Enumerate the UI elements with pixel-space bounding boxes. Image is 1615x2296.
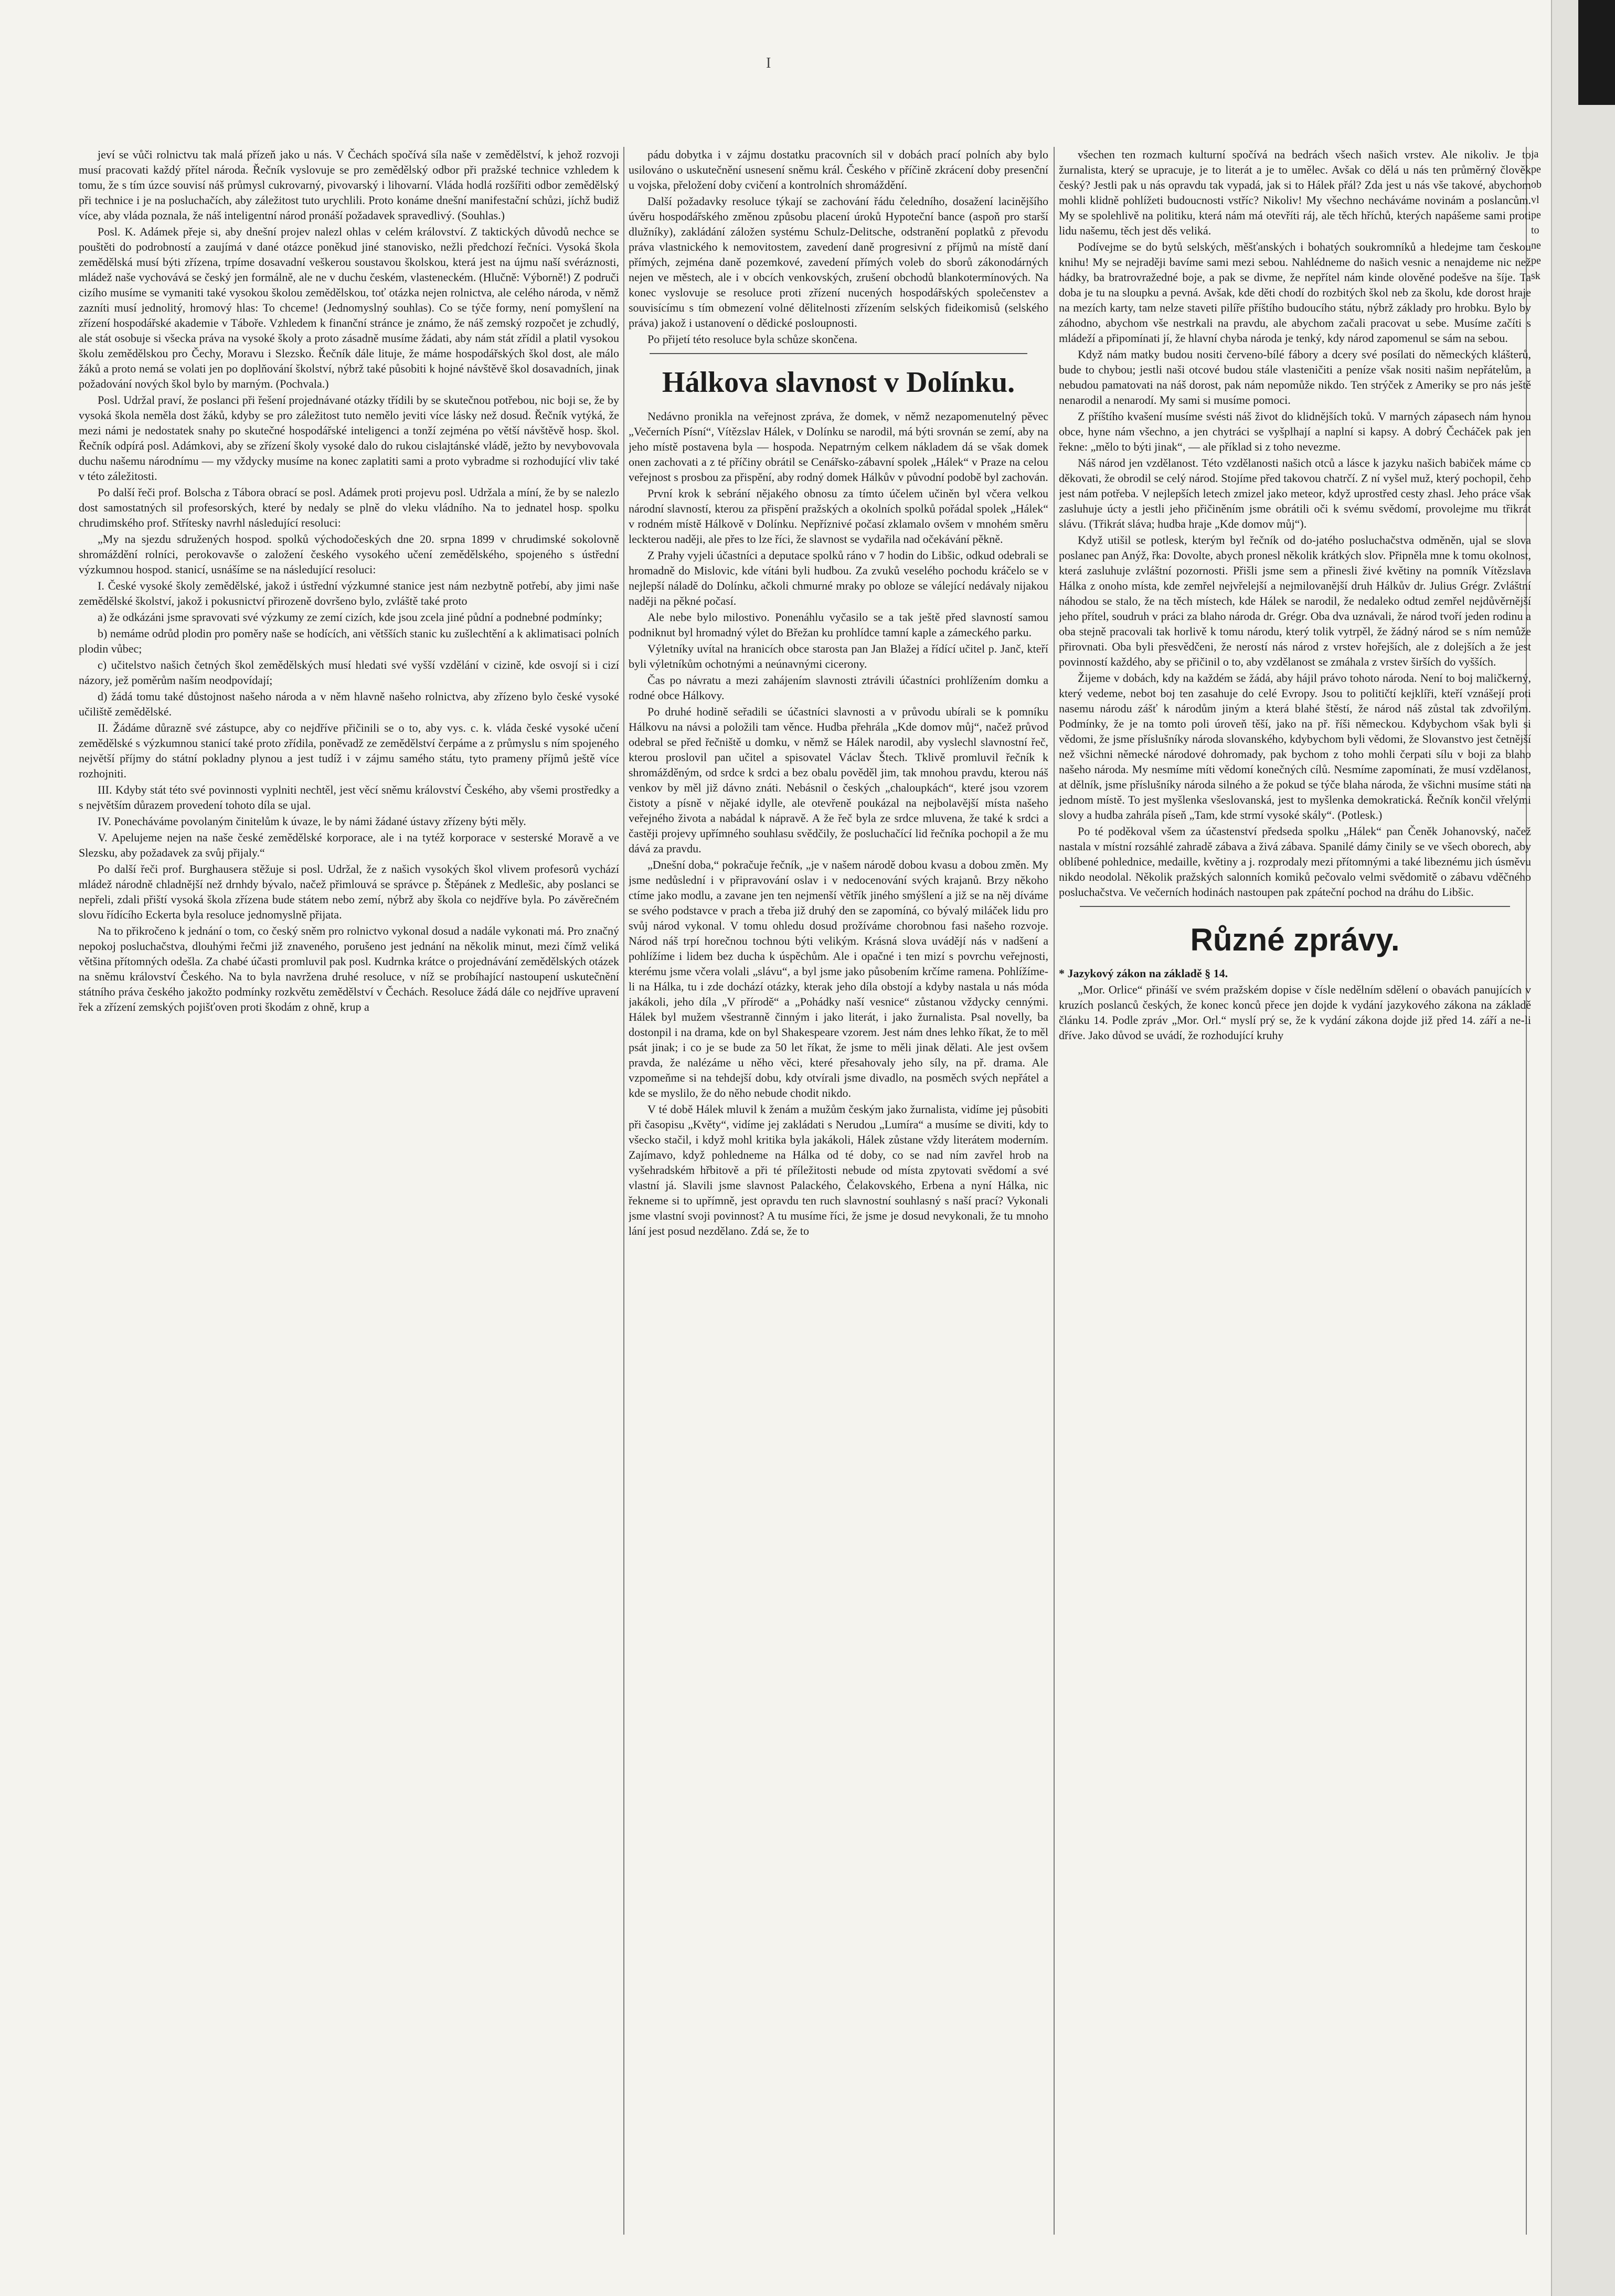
paragraph: I. České vysoké školy zemědělské, jakož i ústřední výzkumné stanice jest nám nezbytně potřebí, aby jimi naše zemědělské školství, jakož i pokusnictví přirozeně dovršeno bylo, zvláště také proto [79,579,619,607]
column-rule [1054,147,1055,2235]
paragraph: Z příštího kvašení musíme svésti náš život do klidnějších toků. V marných zápasech nám hynou obce, hyne nám všechno, a jen chytráci se vyšplhají a naplní si kapsy. A dobrý Čecháček pak jen řekne: „mělo to býti jinak“, — ale příklad si z toho nevezme. [1059,410,1531,453]
line-fragment: pe [1531,209,1541,221]
paragraph: „Dnešní doba,“ pokračuje řečník, „je v našem národě dobou kvasu a dobou změn. My jsme nedůslední i v připravování oslav i v nedocenování svých krajanů. Brzy někoho ctíme jako modlu, a zavane jen ten nejmenší větřík jiného smýšlení a již se na něj díváme se svého podstavce v prach a třeba již druhý den se zapomíná, co bývalý miláček lidu pro svůj národ vykonal. V tomu ohledu dosud prožíváme chorobnou fasi našeho rozvoje. Národ náš trpí horečnou tochnou býti velikým. Krásná slova uvádějí nás v nadšení a pohlížíme i lidem bez ducha k úspěchům. Ale i opačné i ten mizí s povrchu veřejnosti, kterému jsme včera volali „slávu“, a byl jsme jako působením krčíme ramena. Pohlížíme-li na Hálka, tu i zde dochází otázky, kterak jeho díla obstojí a kdyby nastala u nás móda jakákoli, jeho díla „V přírodě“ a „Pohádky naší vesnice“ zůstanou vždycky cennými. Hálek byl mužem všestranně činným i jako literát, i jako žurnalista. Psal novelly, ba dostonpil i na drama, kde on byl Shakespeare vzorem. Jest nám dnes lehko říkat, že to měl psát jinak; i co je se bude za 50 let říkat, že jsme to měli jinak dělati. Ale jest ovšem pravda, že nalézáme u něho věci, které přesahovaly jeho síly, na př. drama. Ale vzpomeňme si na tehdejší dobu, kdy otvírali jsme divadlo, na posměch svých nepřátel a kde se myslilo, že do něho nebude chodit nikdo. [629,858,1048,1099]
paragraph: Výletníky uvítal na hranicích obce starosta pan Jan Blažej a řídící učitel p. Janč, kteří byli výletníkům ochotnými a neúnavnými cicerony. [629,642,1048,670]
column-rule [623,147,624,2235]
line-fragment: vl [1531,194,1539,206]
paragraph: všechen ten rozmach kulturní spočívá na bedrách všech našich vrstev. Ale nikoliv. Je to žurnalista, který se upracuje, je to literát a je to umělec. Avšak co dělá u nás ten průměrný člověk český? Jestli pak u nás opravdu tak vypadá, jak si to Hálek přál? Zda jest u nás vše takové, abychom mohli klidně pohlížeti budoucnosti vstříc? Nikoliv! My všechno necháváme novinám a poslancům. My se spolehlivě na politiku, která nám má otevříti ráj, ale těch hříchů, kterých napášeme sami proti lidu našemu, těch jest děs veliká. [1059,148,1531,237]
line-fragment: ne [1531,240,1541,251]
scan-edge [1551,0,1615,2296]
paragraph: b) nemáme odrůd plodin pro poměry naše se hodících, ani většších stanic ku zušlechtění a k aklimatisaci polních plodin vůbec; [79,627,619,655]
line-fragment: ob [1531,179,1542,190]
paragraph: Posl. Udržal praví, že poslanci při řešení projednávané otázky třídili by se skutečnou potřebou, nic boji se, že by vysoká škola neměla dost žáků, kdyby se pro záležitost tuto nemělo jeviti více lásky než dosud. Řečník vytýká, že mezi námi je nedostatek snahy po skutečné hospodářské inteligenci a tonží zejména po větší návštěvě hosp. škol. Řečník odpírá posl. Adámkovi, aby se zřízení školy vysoké dalo do rukou cislajtánské vládě, ježto by nevybovovala duchu našemu národnímu — my vždycky musíme na konec zaplatiti sami a proto vybradme si rozhodující vliv také v této záležitosti. [79,393,619,483]
article-heading-halek: Hálkova slavnost v Dolínku. [662,366,1015,399]
column-3 [1059,147,1531,2240]
paragraph: Z Prahy vyjeli účastníci a deputace spolků ráno v 7 hodin do Libšic, odkud odebrali se hromadně do Mislovic, kde vítáni byli hudbou. Za zvuků veselého pochodu kráčelo se v nejlepší náladě do Dolínku, ačkoli chmurné mraky po obloze se válející nedávaly nijakou naději na pěkné počasí. [629,549,1048,607]
column-2 [629,147,1048,2240]
paragraph: pádu dobytka i v zájmu dostatku pracovních sil v dobách prací polních aby bylo usilováno o uskutečnění usnesení sněmu král. Českého v příčině zkrácení doby presenční u vojska, přeložení doby cvičení a kontrolních shromáždění. [629,148,1048,191]
paragraph: III. Kdyby stát této své povinnosti vyplniti nechtěl, jest věcí sněmu království Českého, aby všemi prostředky a s největším důrazem provedení tohoto díla se ujal. [79,783,619,811]
paragraph: Po přijetí této resoluce byla schůze skončena. [647,333,858,346]
paragraph: Když utišil se potlesk, kterým byl řečník od do-jatého posluchačstva odměněn, ujal se slova poslanec pan Anýž, řka: Dovolte, abych pronesl několik krátkých slov. Připněla mne k tomu okolnost, která zasluhuje zvláštní pozornosti. Přišli jsme sem a přinesli živé květiny na pomník Vítězslava Hálka z onoho místa, kde zemřel nejvřelejší a nejmilovanější druh Hálkův dr. Julius Grégr. Zvláštní náhodou se stalo, že na těch místech, kde Hálek se narodil, že nedaleko odtud zemřel nejdůvěrnější jeho přítel, soudruh v práci za blaho národa dr. Grégr. Oba dva uznávali, že národ tvoří jeden rodinu a oba stejně pracovali tak horlivě k tomu národu, který tolik vytrpěl, že žádný národ se s ním nemůže přirovnati. Oba byli přesvědčeni, že nerostí nás národ z vrstev hořejších, ale z dolejších a že jest povinností každého, aby se přičinil o to, aby vzdělanost se zmáhala z vrstev širších do vyšších. [1059,533,1531,668]
paragraph: a) že odkázáni jsme spravovati své výzkumy ze zemí cizích, kde jsou zcela jiné půdní a podnebné podmínky; [98,611,602,624]
paragraph: V. Apelujeme nejen na naše české zemědělské korporace, ale i na tytéž korporace v sesterské Moravě a ve Slezsku, aby požadavek za svůj přijaly.“ [79,831,619,859]
paragraph: c) učitelstvo našich četných škol zemědělských musí hledati své vyšší vzdělání v cizině, kde osvojí si i cizí názory, jež poměrům naším neodpovídají; [79,658,619,687]
paragraph: První krok k sebrání nějakého obnosu za tímto účelem učiněn byl včera velkou národní slavností, kterou za přispění pražských a okolních spolků pořádal spolek „Hálek“ v rodném místě Hálkově v Dolínku. Nepříznivé počasí zklamalo ovšem v mnohém směru leckterou naději, ale přes to lze říci, že slavnost se vydařila nad očekávání pěkně. [629,487,1048,546]
paragraph: „Mor. Orlice“ přináší ve svém pražském dopise v čísle nedělním sdělení o obavách panujících v kruzích poslanců českých, že konec konců přece jen dojde k vydání jazykového zákona na základě článku 14. Podle zpráv „Mor. Orl.“ myslí prý se, že k vydání zákona dojde již před 14. září a ne-li dříve. Jako důvod se uvádí, že rozhodující kruhy [1059,983,1531,1042]
line-fragment: ja [1531,148,1539,160]
corner-bar [1578,0,1615,105]
line-fragment: sk [1531,270,1540,282]
paragraph: „My na sjezdu sdružených hospod. spolků východočeských dne 20. srpna 1899 v chrudimské sokolovně shromáždění rolníci, perokovavše o založení českého vysokého učení zemědělského, spojeného s ústřední výzkumnou hospod. stanicí, usnášíme se na následující resoluci: [79,532,619,576]
paragraph: II. Žádáme důrazně své zástupce, aby co nejdříve přičinili se o to, aby vys. c. k. vláda české vysoké učení zemědělské s výzkumnou stanicí také proto zřídila, poněvadž ze zemědělství čerpáme a z průmyslu s ním spojeného největší příjmy do státní pokladny plynou a jest tudíž i v zájmu samého státu, tyto prameny příjmů ještě více rozhojniti. [79,721,619,780]
paragraph: d) žádá tomu také důstojnost našeho národa a v něm hlavně našeho rolnictva, aby zřízeno bylo české vysoké učiliště zemědělské. [79,690,619,718]
line-fragment: pe [1531,164,1541,175]
paragraph: Posl. K. Adámek přeje si, aby dnešní projev nalezl ohlas v celém království. Z taktických důvodů nechce se pouštěti do podrobností a zaujímá v dané otázce poněkud jiné stanovisko, nežli předchozí řečníci. Vysoká škola zemědělská musí býti zřízena, trpíme dosavadní veškerou soustavou školskou, která jest na újmu naší svéráznosti, mládež naše vychovává se český jen formálně, ale ne v duchu českém, vlasteneckém. (Hlučně: Výborně!) Z područi cizího musíme se vymaniti také vysokou školou zemědělskou, toť otázka nejen rolnictva, ale celého národa, v němž zazníti musí jednolitý, hromový hlas: To chceme! (Jednomyslný souhlas). Co se týče formy, není pomyšlení na zřízení hospodářské akademie v Táboře. Vzhledem k finanční stránce je známo, že náš zemský rozpočet je zchudlý, ale stát osobuje si všecka práva na vysoké školy a proto zásadně musíme žádati, aby nám stát zřídil a platil vysokou školu zemědělskou pro Čechy, Moravu i Slezsko. Řečník dále lituje, že máme hospodářských škol dost, ale málo žáků a proto nemá se volati jen po doplňování školství, nýbrž také působiti k hojné návštěvě škol dosavadních, jinak požadování nových škol bylo by marným. (Pochvala.) [79,225,619,390]
divider [1080,906,1510,907]
top-mark: I [766,55,771,71]
paragraph: Podívejme se do bytů selských, měšťanských i bohatých soukromníků a hledejme tam českou knihu! My se nejraději bavíme sami mezi sebou. Nahlédneme do našich vesnic a nenajdeme nic než hádky, ba bratrovražedné boje, a pak se divme, že nepřítel nám kinde olověné podešve na šíje. Ta doba je tu na sloupku a pevná. Avšak, kde děti chodí do rozbitých škol neb za školu, kde dorost hraje na mezích karty, tam nelze staveti pilíře příštího budoucího státu, nýbrž základy pro hrobku. Bylo by záhodno, abychom vše nestrkali na pravdu, ale abychom začali pracovat u sebe. Musíme začíti s mládeží a připomínati jí, že hlavní chyba národa je tenký, kdy národ zapomenul se sám na sebou. [1059,240,1531,345]
column-4-cropped [1531,147,1552,671]
news-subheading: * Jazykový zákon na základě § 14. [1059,967,1228,980]
line-fragment: pe [1531,255,1541,266]
divider [650,353,1027,354]
paragraph: Když nám matky budou nositi červeno-bílé fábory a dcery své posílati do německých klášterů, bude to chybou; jestli naši otcové budou stále vlasteničiti a peníze však nositi našim nepřátelům, a nebudou pamatovati na náš dorost, pak nám nepomůže nikdo. Ten strýček z Ameriky se pro nás ještě nenarodil a nenarodí. My sami si musíme pomoci. [1059,348,1531,407]
paragraph: Po té poděkoval všem za účastenství předseda spolku „Hálek“ pan Čeněk Johanovský, načež nastala v místní rozsáhlé zahradě zábava a živá zábava. Spanilé dámy činily se ve všech oborech, aby oblíbené pohlednice, medaille, květiny a j. rozprodaly mezi přítomnými a také libeznému jich úsměvu nikdo neodolal. Několik pražských salonních komiků pečovalo velmi svědomitě o zábavu vděčného posluchačstva. Ve večerních hodinách nastoupen pak zpáteční pochod na dráhu do Libšic. [1059,825,1531,899]
paragraph: Na to přikročeno k jednání o tom, co český sněm pro rolnictvo vykonal dosud a nadále vykonati má. Pro značný nepokoj posluchačstva, dlouhými řečmi již znaveného, porušeno jest jednání na několik minut, mezi čímž veliká většina přítomných odešla. Za chabé účasti promluvil pak posl. Kudrnka krátce o projednávání zemědělských otázek na sněmu království Českého. Na to byla navržena druhé resoluce, v níž se probíhající nastoupení uskutečnění státního práva českého jakožto podmínky rozkvětu zemědělství v Čechách. Resoluce žádá dále co nejdříve upravení řek a zřízení zemských pojišťoven proti škodám z ohně, krup a [79,924,619,1013]
paragraph: Žijeme v dobách, kdy na každém se žádá, aby hájil právo tohoto národa. Není to boj maličkerný, který vedeme, nebot boj ten zasahuje do celé Evropy. Jsou to političtí kejklíři, kteří vznášejí proti nasemu národu zášť k národům jiným a která blahé štěstí, že národ náš zůstal tak zdvořilým. Podmínky, že je na tomto poli úroveň těší, jako na př. říši německou. Kdybychom však byli si vědomi, že jsme příslušníky národa slovanského, kdybychom byli vědomi, že Slovanstvo jest četnější než všichni německé národové dohromady, pak bychom z toho mohli čerpati sílu v boji za blaho našeho národa. My nesmíme míti vědomí konečných cílů. Nesmíme zapomínati, že musí vzdělanost, at dělník, jsme příslušníky národa silného a že pokud se týče blaha národa, že všichni musíme státi na jednom místě. To jest myšlenka všeslovanská, jest to myšlenka demokratická. Řečník končil vřelými slovy a hudba zahrála píseň „Tam, kde strmí vysoké skály“. (Potlesk.) [1059,671,1531,821]
paragraph: Po další řeči prof. Bolscha z Tábora obrací se posl. Adámek proti projevu posl. Udržala a míní, že by se nalezlo dost samostatných sil profesorských, které by nedaly se plně do vleku vládního. Na to jednatel hosp. spolku chrudimského prof. Střítesky navrhl následující resoluci: [79,486,619,529]
paragraph: Po další řeči prof. Burghausera stěžuje si posl. Udržal, že z našich vysokých škol vlivem profesorů vychází mládež národně chladnější než drnhdy bývalo, načež přimlouvá se správce p. Štěpánek z Medlešic, aby poslanci se nepřeli, zdali přiští vysoká škola zřízena bude státem nebo zemí, nýbrž aby škola co nejdříve byla. Po závěrečném slovu řídícího Eckerta byla resoluce jednomyslně přijata. [79,862,619,921]
paragraph: Ale nebe bylo milostivo. Ponenáhlu vyčasilo se a tak ještě před slavností samou podniknut byl hromadný výlet do Břežan ku prohlídce tamní kaple a zámeckého parku. [629,611,1048,639]
paragraph: Náš národ jen vzdělanost. Této vzdělanosti našich otců a lásce k jazyku našich babiček máme co děkovati, že obrodil se celý národ. Stojíme před takovou chatrčí. Z ní vyšel muž, který pochopil, čeho jest nám potřeba. V nejlepších letech zmizel jako meteor, když uprostřed cesty zhasl. Jeho práce však zasluhuje úcty a jestli jeho přičiněním jsme obrátili oči k svému svědomí, provolejme mu třikrát slávu. (Třikrát sláva; hudba hraje „Kde domov můj“). [1059,456,1531,530]
column-1 [79,147,619,2240]
line-fragment: to [1531,225,1539,236]
paragraph: IV. Ponecháváme povolaným činitelům k úvaze, le by námi žádané ústavy zřízeny býti měly. [98,815,526,828]
section-heading-ruzne-zpravy: Různé zprávy. [1190,922,1400,957]
paragraph: jeví se vůči rolnictvu tak malá přízeň jako u nás. V Čechách spočívá síla naše v zemědělství, k jehož rozvoji musí pracovati každý přítel národa. Řečník vyslovuje se pro zemědělský odbor při pražské technice vzhledem k tomu, že s tím úzce souvisí náš průmysl cukrovarný, pivovarský i lihovarní. Vláda hodlá rozšířiti odbor zemědělský při technice i je na posluchačích, aby záležitost tuto urychlili. Proto konáme dnešní manifestační schůzi, jíchž budiž více, aby vláda poznala, že náš inteligentní národ pronáší požadavek spravedlivý. (Souhlas.) [79,148,619,222]
paragraph: V té době Hálek mluvil k ženám a mužům českým jako žurnalista, vidíme jej působiti při časopisu „Květy“, vidíme jej zakládati s Nerudou „Lumíra“ a musíme se diviti, kdy to všecko stačil, i když mohl kritika byla jakákoli, Hálek zůstane vždy literátem moderním. Zajímavo, když pohledneme na Hálka od té doby, co se nad ním zavřel hrob na vyšehradském hřbitově a při té příležitosti nebude od místa zpytovati svědomí a své vlastní já. Slavili jsme slavnost Palackého, Čelakovského, Erbena a nyní Hálka, nic řekneme si to upřímně, jest opravdu ten ruch slavnostní souhlasný s naší prací? Vykonali jsme vlastní svoji povinnost? A tu musíme říci, že jsme je dosud nevykonali, že tu mnoho lání jest posud nezdělano. Zdá se, že to [629,1103,1048,1237]
paragraph: Další požadavky resoluce týkají se zachování řádu čeledního, dosažení lacinějšího úvěru hospodářského změnou způsobu placení úroků Hypoteční bance (aspoň pro starší dlužníky), zakládání záložen systému Schulz-Delitsche, odstranění poplatků z převodu práva vlastnického k nemovitostem, zavedení daně progresivní z příjmů na místě daní přímých, zejména daně pozemkové, zavedení přímých voleb do sborů zákonodárných nejen ve městech, ale i v obcích venkovských, zrušení obchodů blankotermínových. Na konec vyslovuje se resoluce proti zřízení nucených hospodářských společenstev a souvisícímu s tím obmezení volné dělitelnosti zřízením selských fideikomisů (selského práva) jakož i ustanovení o dědické posloupnosti. [629,195,1048,329]
paragraph: Nedávno pronikla na veřejnost zpráva, že domek, v němž nezapomenutelný pěvec „Večerních Písní“, Vítězslav Hálek, v Dolínku se narodil, má býti srovnán se zemí, aby na jeho místě postavena byla — hospoda. Nepatrným celkem nákladem dá se však domek onen zachovati a z té příčiny obrátil se Cenářsko-zábavní spolek „Hálek“ v Praze na celou veřejnost s prosbou za přispění, aby rodný domek Hálkův v původní podobě byl zachován. [629,410,1048,484]
paragraph: Po druhé hodině seřadili se účastníci slavnosti a v průvodu ubírali se k pomníku Hálkovu na návsi a položili tam věnce. Hudba přehrála „Kde domov můj“, načež průvod odebral se před řečniště u domku, v němž se Hálek narodil, aby vyslechl slavnostní řeč, kterou proslovil pan učitel a spisovatel Václav Štech. Tklivě promluvil řečník k shromážděným, od srdce k srdci a bez obalu pověděl jim, tak mnohou pravdu, kterou náš venkov by měl již dávno znáti. Nebásnil o českých „chaloupkách“, které jsou vzorem čistoty a písně v nějaké idylle, ale otevřeně poukázal na nejbolavější místa našeho veřejného života a nabádal k nápravě. A že řeč byla ze srdce mluvena, že také k srdci a častěji projevy upřímného souhlasu svědčily, že posluchačící lid řečníka pochopil a že mu dává za pravdu. [629,705,1048,855]
paragraph: Čas po návratu a mezi zahájením slavnosti ztrávili účastníci prohlížením domku a rodné obce Hálkovy. [629,674,1048,702]
